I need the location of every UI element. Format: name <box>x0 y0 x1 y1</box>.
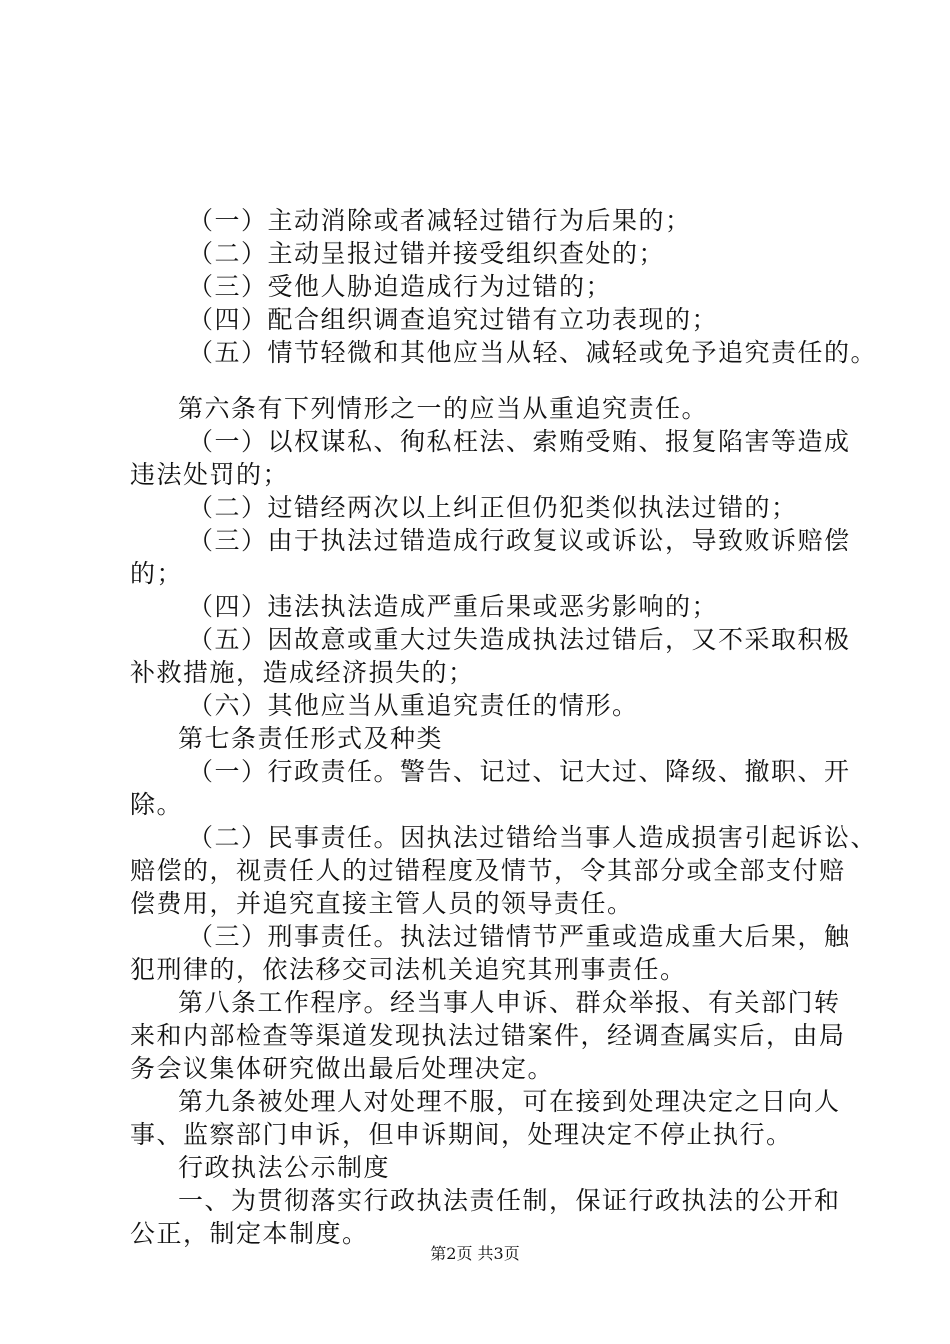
text-line-26: 务会议集体研究做出最后处理决定。 <box>130 1054 555 1083</box>
text-line-1: （一）主动消除或者减轻过错行为后果的； <box>188 206 692 235</box>
text-line-23: 犯刑律的，依法移交司法机关追究其刑事责任。 <box>130 955 687 984</box>
text-line-3: （三）受他人胁迫造成行为过错的； <box>188 272 613 301</box>
text-line-5: （五）情节轻微和其他应当从轻、减轻或免予追究责任的。 <box>188 338 878 367</box>
text-line-28: 事、监察部门申诉，但申诉期间，处理决定不停止执行。 <box>130 1120 793 1149</box>
text-line-13: （五）因故意或重大过失造成执法过错后，又不采取积极 <box>188 625 851 654</box>
text-line-8: 违法处罚的； <box>130 460 290 489</box>
text-line-31: 公正，制定本制度。 <box>130 1219 369 1248</box>
text-line-15: （六）其他应当从重追究责任的情形。 <box>188 691 639 720</box>
text-line-12: （四）违法执法造成严重后果或恶劣影响的； <box>188 592 719 621</box>
article-7-heading: 第七条责任形式及种类 <box>178 724 444 753</box>
article-8-heading: 第八条工作程序。经当事人申诉、群众举报、有关部门转 <box>178 988 841 1017</box>
text-line-19: （二）民事责任。因执法过错给当事人造成损害引起诉讼、 <box>188 823 878 852</box>
text-line-30: 一、为贯彻落实行政执法责任制，保证行政执法的公开和 <box>178 1186 841 1215</box>
text-line-14: 补救措施，造成经济损失的； <box>130 658 475 687</box>
text-line-4: （四）配合组织调查追究过错有立功表现的； <box>188 305 719 334</box>
text-line-11: 的； <box>130 559 184 588</box>
text-line-20: 赔偿的，视责任人的过错程度及情节，令其部分或全部支付赔 <box>130 856 846 885</box>
text-line-7: （一）以权谋私、徇私枉法、索贿受贿、报复陷害等造成 <box>188 427 851 456</box>
article-6-heading: 第六条有下列情形之一的应当从重追究责任。 <box>178 394 709 423</box>
text-line-25: 来和内部检查等渠道发现执法过错案件，经调查属实后，由局 <box>130 1021 846 1050</box>
text-line-2: （二）主动呈报过错并接受组织查处的； <box>188 239 666 268</box>
text-line-18: 除。 <box>130 790 184 819</box>
section-heading: 行政执法公示制度 <box>178 1153 391 1182</box>
text-line-10: （三）由于执法过错造成行政复议或诉讼，导致败诉赔偿 <box>188 526 851 555</box>
text-line-9: （二）过错经两次以上纠正但仍犯类似执法过错的； <box>188 493 798 522</box>
text-line-21: 偿费用，并追究直接主管人员的领导责任。 <box>130 889 634 918</box>
article-9-heading: 第九条被处理人对处理不服，可在接到处理决定之日向人 <box>178 1087 841 1116</box>
text-line-22: （三）刑事责任。执法过错情节严重或造成重大后果，触 <box>188 922 851 951</box>
page-footer: 第2页 共3页 <box>430 1244 520 1263</box>
text-line-17: （一）行政责任。警告、记过、记大过、降级、撤职、开 <box>188 757 851 786</box>
